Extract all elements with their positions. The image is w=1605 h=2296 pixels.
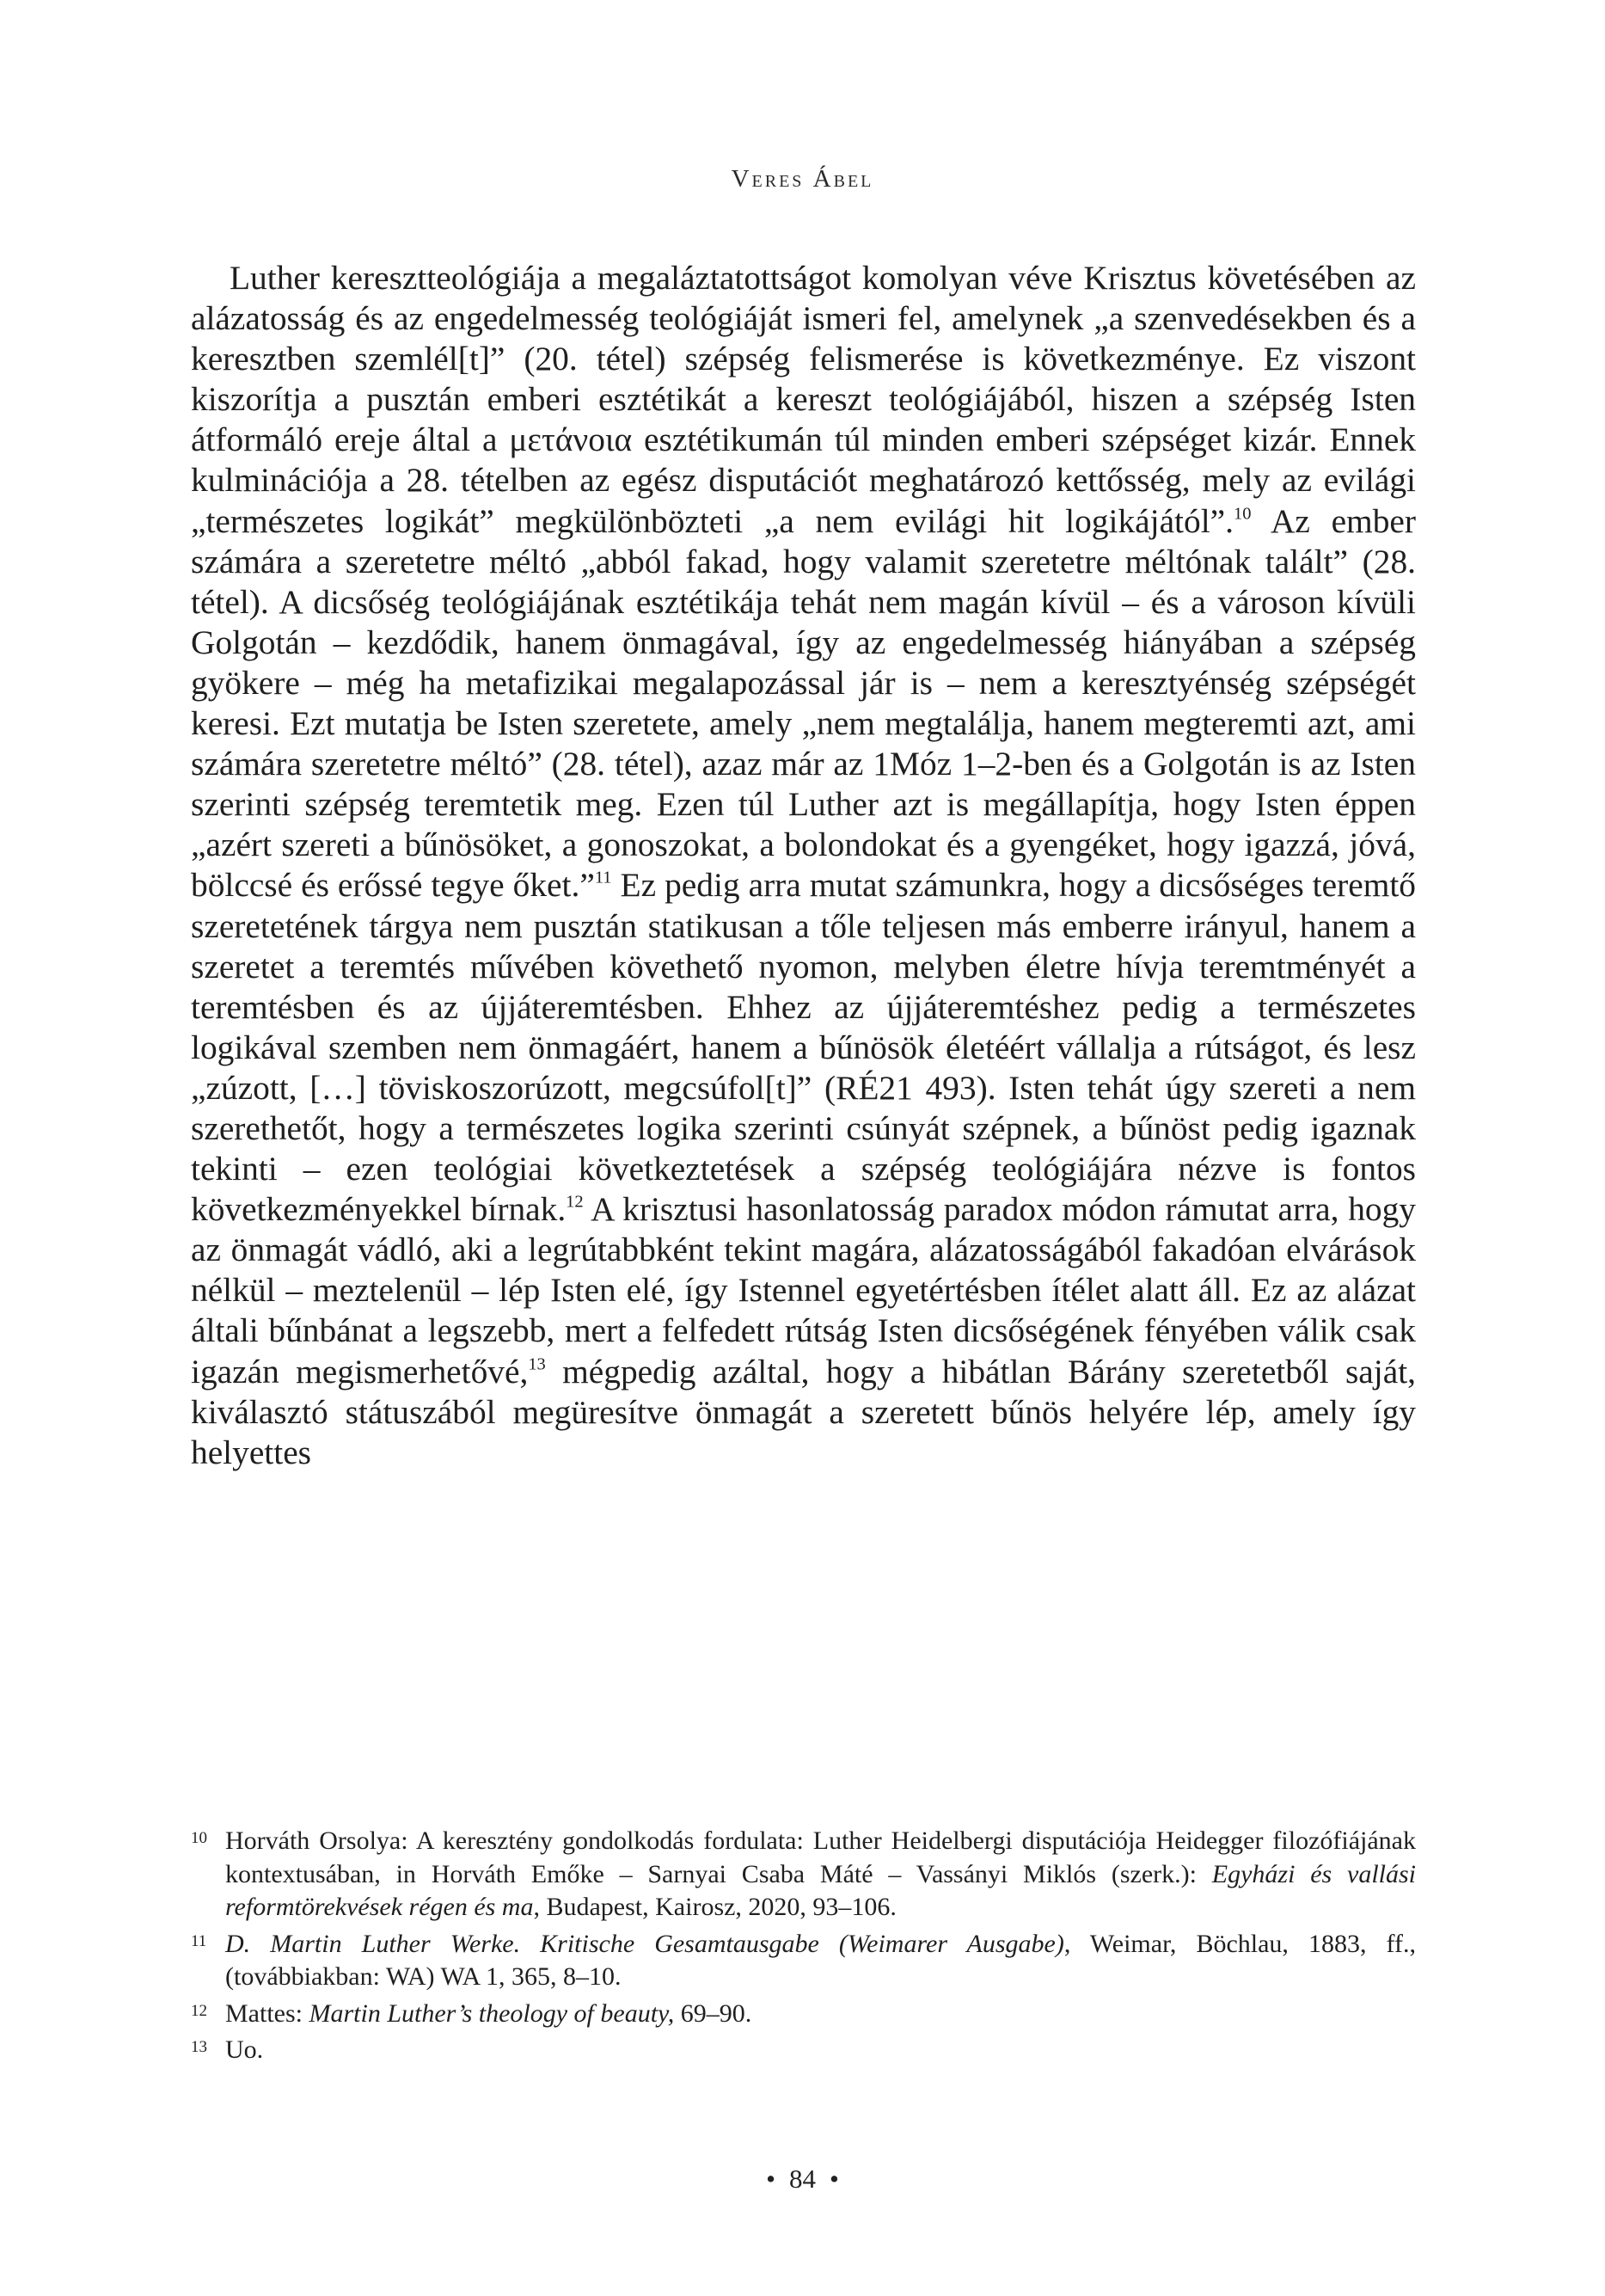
bullet-right: •: [830, 2164, 839, 2194]
footnote-12: [191, 1998, 1416, 2031]
footnote-text: , Weimar, Böchlau, 1883, ff., (továbbiakban: WA) WA 1, 365, 8–10.: [225, 1929, 1416, 1991]
text-segment: Luther keresztteológiája a megaláztatottságot komolyan véve Krisztus követésében az alázatosság és az engedelmesség teológiáját ismeri fel, amelynek „a szenvedésekben és a keresztben szemlél[t]” (20. tétel) szépség felismerése is következménye. Ez viszont kiszorítja a pusztán emberi esztétikát a kereszt teológiájából, hiszen a szépség Isten átformáló ereje által a μετάνοια esztétikumán túl minden emberi szépséget kizár. Ennek kulminációja a 28. tételben az egész disputációt meghatározó kettősség, mely az evilági „természetes logikát” megkülönbözteti „a nem evilági hit logikájától”.: [191, 259, 1416, 540]
footnotes-section: [191, 1825, 1416, 2071]
main-text: [191, 258, 1416, 1473]
bullet-left: •: [766, 2164, 775, 2194]
text-segment: A krisztusi hasonlatosság paradox módon rámutat arra, hogy az önmagát vádló, aki a legrútabbként tekint magára, alázatosságából fakadóan elvárások nélkül – meztelenül – lép Isten elé, így Istennel egyetértésben ítélet alatt áll. Ez az alázat általi bűnbánat a legszebb, mert a felfedett rútság Isten dicsőségének fényében válik csak igazán megismerhetővé,: [191, 1190, 1416, 1390]
footnote-number: 13: [191, 2038, 207, 2056]
footnote-ref-11[interactable]: 11: [594, 869, 612, 888]
footnote-13: [191, 2034, 1416, 2067]
footnote-text: Mattes:: [225, 1998, 309, 2028]
text-segment: Az ember számára a szeretetre méltó „abból fakad, hogy valamit szeretetre méltónak talált” (28. tétel). A dicsőség teológiájának esztétikája tehát nem magán kívül – és a városon kívüli Golgotán – kezdődik, hanem önmagával, így az engedelmesség hiányában a szépség gyökere – még ha metafizikai megalapozással jár is – nem a keresztyénség szépségét keresi. Ezt mutatja be Isten szeretete, amely „nem megtalálja, hanem megteremti azt, ami számára szeretetre méltó” (28. tétel), azaz már az 1Móz 1–2-ben és a Golgotán is az Isten szerinti szépség teremtetik meg. Ezen túl Luther azt is megállapítja, hogy Isten éppen „azért szereti a bűnösöket, a gonoszokat, a bolondokat és a gyengéket, hogy igazzá, jóvá, bölccsé és erőssé tegye őket.”: [191, 501, 1416, 905]
footnote-text: , Budapest, Kairosz, 2020, 93–106.: [533, 1893, 897, 1921]
footnote-number: 12: [191, 2001, 207, 2020]
footnote-title: Martin Luther’s theology of beauty,: [309, 1998, 675, 2028]
footnote-10: [191, 1825, 1416, 1925]
footnote-title: Egyházi és vallási reformtörekvések régen és ma: [225, 1859, 1417, 1921]
footnote-text: 69–90.: [674, 1998, 752, 2028]
footnote-ref-13[interactable]: 13: [528, 1354, 546, 1374]
footnote-number: 11: [191, 1931, 207, 1950]
footnote-text: Uo.: [225, 2035, 264, 2064]
running-head-author: Veres Ábel: [731, 165, 874, 193]
footnote-ref-12[interactable]: 12: [566, 1192, 584, 1212]
footnote-title: D. Martin Luther Werke. Kritische Gesamtausgabe (Weimarer Ausgabe): [225, 1929, 1064, 1958]
text-segment: mégpedig azáltal, hogy a hibátlan Bárány szeretetből saját, kiválasztó státuszából megüresítve önmagát a szeretett bűnös helyére lép, amely így helyettes: [191, 1352, 1416, 1471]
footnote-11: [191, 1928, 1416, 1994]
footnote-ref-10[interactable]: 10: [1233, 504, 1252, 524]
page-number-footer: [0, 2164, 1605, 2195]
footnote-text: Horváth Orsolya: A keresztény gondolkodás fordulata: Luther Heidelbergi disputációja Heidegger filozófiájának kontextusában, in Horváth Emőke – Sarnyai Csaba Máté – Vassányi Miklós (szerk.):: [225, 1826, 1416, 1888]
text-segment: Ez pedig arra mutat számunkra, hogy a dicsőséges teremtő szeretetének tárgya nem pusztán statikusan a tőle teljesen más emberre irányul, hanem a szeretet a teremtés művében követhető nyomon, melyben életre hívja teremtményét a teremtésben és az újjáteremtésben. Ehhez az újjáteremtéshez pedig a természetes logikával szemben nem önmagáért, hanem a bűnösök életéért vállalja a rútságot, és lesz „zúzott, […] töviskoszorúzott, megcsúfol[t]” (RÉ21 493). Isten tehát úgy szereti a nem szerethetőt, hogy a természetes logika szerinti csúnyát szépnek, a bűnöst pedig igaznak tekinti – ezen teológiai következtetések a szépség teológiájára nézve is fontos következményekkel bírnak.: [191, 866, 1416, 1229]
footnote-number: 10: [191, 1829, 207, 1847]
body-paragraph: [191, 258, 1416, 1473]
page-number: 84: [789, 2164, 816, 2194]
